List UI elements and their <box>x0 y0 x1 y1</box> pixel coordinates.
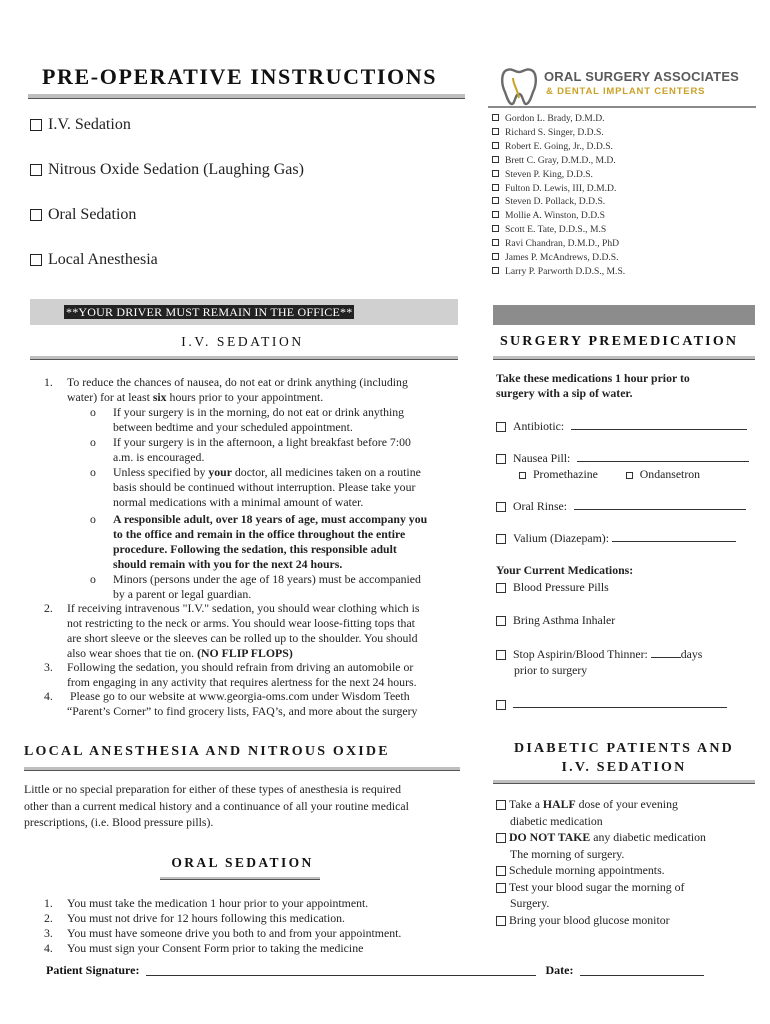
sub-item <box>113 465 463 510</box>
premed-intro <box>496 371 756 401</box>
valium-line[interactable] <box>612 541 736 542</box>
doctor-item[interactable] <box>492 112 625 126</box>
list-number: 3. <box>44 926 53 940</box>
text-line: normal medications with a minimal amount of water. <box>113 495 364 509</box>
text-line: The morning of surgery. <box>510 846 625 861</box>
iv-section-title: I.V. SEDATION <box>181 334 304 349</box>
title-line: I.V. SEDATION <box>561 760 687 775</box>
local-divider <box>24 767 460 771</box>
text: Unless specified by <box>113 465 209 479</box>
option-label: Ondansetron <box>639 467 701 481</box>
checkbox[interactable] <box>492 253 499 260</box>
text-line: should remain with you for the next 24 hours. <box>113 557 343 571</box>
emphasis: your <box>208 465 232 479</box>
nausea-options <box>519 467 700 482</box>
doctor-item[interactable] <box>492 182 625 196</box>
doctor-item[interactable] <box>492 154 625 168</box>
sub-item <box>113 405 463 435</box>
page-title: PRE-OPERATIVE INSTRUCTIONS <box>42 64 438 89</box>
text-line: to the office and remain in the office throughout the entire <box>113 527 406 541</box>
doctor-name: Robert E. Going, Jr., D.D.S. <box>505 140 613 152</box>
title-line: DIABETIC PATIENTS AND <box>514 741 734 756</box>
iv-instructions <box>0 375 485 725</box>
checkbox[interactable] <box>496 616 506 626</box>
sedation-option-local[interactable] <box>30 251 158 269</box>
checkbox[interactable] <box>492 267 499 274</box>
list-number: 4. <box>44 941 53 955</box>
emphasis: HALF <box>542 797 576 811</box>
checkbox[interactable] <box>496 534 506 544</box>
text: Take a <box>509 797 543 811</box>
nausea-field[interactable] <box>496 451 749 466</box>
text-line: Please go to our website at www.georgia-oms.com under Wisdom Teeth <box>67 689 410 703</box>
date-line[interactable] <box>580 975 704 976</box>
doctor-item[interactable] <box>492 223 625 237</box>
premed-divider <box>493 356 755 360</box>
checkbox[interactable] <box>519 472 526 479</box>
text: water) for at least <box>67 390 153 404</box>
checkbox[interactable] <box>492 197 499 204</box>
other-medication-field[interactable] <box>496 697 727 712</box>
doctor-name: Scott E. Tate, D.D.S., M.S <box>505 224 607 236</box>
diabetic-list <box>496 796 706 928</box>
field-label: Nausea Pill: <box>513 451 571 465</box>
text-line: surgery with a sip of water. <box>496 386 633 400</box>
oral-rinse-line[interactable] <box>574 509 746 510</box>
text-line: If your surgery is in the morning, do not eat or drink anything <box>113 405 405 419</box>
diabetic-item[interactable] <box>496 796 706 813</box>
sedation-option-nitrous[interactable] <box>30 161 304 179</box>
checkbox[interactable] <box>30 254 42 266</box>
option-label: days <box>680 647 703 661</box>
doctor-name: Steven D. Pollack, D.D.S. <box>505 196 606 208</box>
text-line: To reduce the chances of nausea, do not eat or drink anything (including <box>67 375 408 389</box>
list-item: You must not drive for 12 hours following this medication. <box>67 911 345 925</box>
checkbox[interactable] <box>496 502 506 512</box>
local-body <box>24 781 464 831</box>
emphasis: six <box>152 390 167 404</box>
text-line: are short sleeve or the sleeves can be rolled up to the shoulder. You should <box>67 631 418 645</box>
checkbox[interactable] <box>492 142 499 149</box>
list-number: 4. <box>44 689 53 703</box>
text-line: A responsible adult, over 18 years of age, must accompany you <box>113 512 428 526</box>
list-item <box>67 375 467 405</box>
asthma-option[interactable] <box>496 613 615 628</box>
diabetic-divider <box>493 780 755 784</box>
checkbox[interactable] <box>496 800 506 810</box>
checkbox[interactable] <box>492 225 499 232</box>
doctor-name: Gordon L. Brady, D.M.D. <box>505 113 605 124</box>
doctor-name: Brett C. Gray, D.M.D., M.D. <box>505 154 616 166</box>
bullet: o <box>90 512 96 526</box>
doctor-name: Ravi Chandran, D.M.D., PhD <box>505 238 620 250</box>
list-item <box>67 601 467 661</box>
checkbox[interactable] <box>492 114 499 121</box>
nausea-line[interactable] <box>577 461 749 462</box>
checkbox[interactable] <box>492 156 499 163</box>
text: also wear shoes that tie on. <box>67 646 198 660</box>
field-label: Oral Rinse: <box>513 499 568 513</box>
doctor-item[interactable] <box>492 251 625 265</box>
text-line: procedure. Following the sedation, this responsible adult <box>113 542 397 556</box>
doctor-item[interactable] <box>492 265 625 279</box>
option-label: I.V. Sedation <box>48 116 131 133</box>
checkbox[interactable] <box>496 916 506 926</box>
antibiotic-field[interactable] <box>496 419 747 434</box>
signature-row <box>46 963 704 978</box>
list-number: 3. <box>44 660 53 674</box>
iv-divider <box>30 356 458 360</box>
doctor-item[interactable] <box>492 209 625 223</box>
sub-item <box>113 512 463 572</box>
text-line: basis should be continued without interruption. Please take your <box>113 480 416 494</box>
emphasis: DO NOT TAKE <box>509 830 591 844</box>
sedation-option-iv[interactable] <box>30 116 131 134</box>
text-line: between bedtime and your scheduled appointment. <box>113 420 353 434</box>
text: Schedule morning appointments. <box>509 863 665 877</box>
current-medications-title: Your Current Medications: <box>496 563 634 577</box>
text-line: Surgery. <box>510 896 550 910</box>
sub-item <box>113 435 463 465</box>
driver-notice: **YOUR DRIVER MUST REMAIN IN THE OFFICE** <box>66 305 353 319</box>
list-item: You must sign your Consent Form prior to taking the medicine <box>67 941 364 955</box>
doctor-item[interactable] <box>492 140 625 154</box>
logo-divider <box>488 106 756 108</box>
checkbox[interactable] <box>492 239 499 246</box>
checkbox[interactable] <box>30 209 42 221</box>
doctor-list <box>492 112 625 279</box>
option-label: Blood Pressure Pills <box>513 580 609 594</box>
checkbox[interactable] <box>496 700 506 710</box>
logo-text-primary: ORAL SURGERY ASSOCIATES <box>544 69 740 84</box>
text-line: by a parent or legal guardian. <box>113 587 252 601</box>
diabetic-item[interactable] <box>496 879 706 896</box>
title-divider <box>28 94 465 99</box>
patient-signature-line[interactable] <box>146 975 536 976</box>
doctor-name: Richard S. Singer, D.D.S. <box>505 126 604 138</box>
text: Bring your blood glucose monitor <box>509 912 670 927</box>
text-line: Following the sedation, you should refrain from driving an automobile or <box>67 660 414 674</box>
checkbox[interactable] <box>496 650 506 660</box>
option-label: Bring Asthma Inhaler <box>513 613 616 627</box>
list-number: 2. <box>44 911 53 925</box>
list-item <box>67 660 467 690</box>
option-label: Nitrous Oxide Sedation (Laughing Gas) <box>48 161 304 178</box>
antibiotic-line[interactable] <box>571 429 747 430</box>
sub-item <box>113 572 463 602</box>
diabetic-section-title <box>493 739 755 777</box>
oral-section-title: ORAL SEDATION <box>171 855 314 870</box>
patient-signature-label: Patient Signature: <box>46 963 140 977</box>
text-line <box>67 646 467 661</box>
option-label: Stop Aspirin/Blood Thinner: <box>513 647 651 661</box>
doctor-item[interactable] <box>492 168 625 182</box>
text-line: a.m. is encouraged. <box>113 450 205 464</box>
checkbox[interactable] <box>496 883 506 893</box>
checkbox[interactable] <box>496 583 506 593</box>
premed-section-title: SURGERY PREMEDICATION <box>500 334 739 349</box>
other-medication-line[interactable] <box>513 707 727 708</box>
text: hours prior to your appointment. <box>166 390 324 404</box>
text-line: not restricting to the neck or arms. You should wear loose-fitting tops that <box>67 616 415 630</box>
list-number: 1. <box>44 896 53 910</box>
text-line: Minors (persons under the age of 18 years) must be accompanied <box>113 572 421 586</box>
checkbox[interactable] <box>492 128 499 135</box>
bp-option[interactable] <box>496 580 609 595</box>
checkbox[interactable] <box>30 119 42 131</box>
option-label: Promethazine <box>533 467 598 481</box>
checkbox[interactable] <box>492 184 499 191</box>
text: dose of your evening <box>575 797 678 811</box>
doctor-name: Larry P. Parworth D.D.S., M.S. <box>505 265 626 277</box>
checkbox[interactable] <box>626 472 633 479</box>
bullet: o <box>90 465 96 479</box>
checkbox[interactable] <box>496 833 506 843</box>
option-label: Local Anesthesia <box>48 251 158 268</box>
checkbox[interactable] <box>30 164 42 176</box>
list-item: You must take the medication 1 hour prior to your appointment. <box>67 896 369 910</box>
text: any diabetic medication <box>590 830 706 844</box>
aspirin-continuation: prior to surgery <box>514 663 588 677</box>
doctor-item[interactable] <box>492 237 625 251</box>
doctor-name: Mollie A. Winston, D.D.S <box>505 210 605 222</box>
checkbox[interactable] <box>496 866 506 876</box>
diabetic-item[interactable] <box>496 829 706 846</box>
diabetic-item[interactable] <box>496 912 706 929</box>
list-number: 2. <box>44 601 53 615</box>
premedication-band <box>493 305 755 325</box>
text-line: Take these medications 1 hour prior to <box>496 371 690 385</box>
doctor-name: Steven P. King, D.D.S. <box>505 168 593 180</box>
field-label: Valium (Diazepam): <box>513 531 609 545</box>
emphasis: (NO FLIP FLOPS) <box>197 646 293 660</box>
text-line: other than a current medical history and a continuance of all your routine medical <box>24 798 409 813</box>
text-line: Little or no special preparation for either of these types of anesthesia is required <box>24 782 402 796</box>
diabetic-item[interactable] <box>496 862 706 879</box>
sedation-option-oral[interactable] <box>30 206 136 224</box>
text: Test your blood sugar the morning of <box>509 879 685 894</box>
bullet: o <box>90 572 96 586</box>
text-line: If your surgery is in the afternoon, a light breakfast before 7:00 <box>113 435 411 449</box>
valium-field[interactable] <box>496 531 736 546</box>
doctor-item[interactable] <box>492 126 625 140</box>
field-label: Antibiotic: <box>513 419 565 433</box>
checkbox[interactable] <box>492 211 499 218</box>
text: doctor, all medicines taken on a routine <box>231 465 421 479</box>
option-label: Oral Sedation <box>48 206 137 223</box>
oral-divider <box>160 877 320 880</box>
date-label: Date: <box>545 963 574 977</box>
text-line <box>113 465 463 480</box>
bullet: o <box>90 405 96 419</box>
doctor-name: Fulton D. Lewis, III, D.M.D. <box>505 182 617 194</box>
text-line: “Parent’s Corner” to find grocery lists, FAQ’s, and more about the surgery <box>67 704 418 718</box>
list-item: You must have someone drive you both to and from your appointment. <box>67 926 402 940</box>
checkbox[interactable] <box>492 170 499 177</box>
text-line <box>67 390 467 405</box>
checkbox[interactable] <box>496 422 506 432</box>
aspirin-option[interactable] <box>496 647 702 662</box>
doctor-name: James P. McAndrews, D.D.S. <box>505 252 619 264</box>
logo-text-secondary: & DENTAL IMPLANT CENTERS <box>546 86 706 97</box>
tooth-logo-icon <box>499 64 541 106</box>
text-line: from engaging in any activity that requires alertness for the next 24 hours. <box>67 675 417 689</box>
checkbox[interactable] <box>496 454 506 464</box>
text-line: diabetic medication <box>510 813 603 828</box>
local-section-title: LOCAL ANESTHESIA AND NITROUS OXIDE <box>24 744 390 759</box>
text-line: prescriptions, (i.e. Blood pressure pills). <box>24 815 214 829</box>
text-line: If receiving intravenous "I.V." sedation, you should wear clothing which is <box>67 601 420 615</box>
oral-rinse-field[interactable] <box>496 499 746 514</box>
list-item <box>67 689 467 719</box>
aspirin-days-line[interactable] <box>651 657 681 658</box>
list-number: 1. <box>44 375 53 389</box>
bullet: o <box>90 435 96 449</box>
doctor-item[interactable] <box>492 195 625 209</box>
